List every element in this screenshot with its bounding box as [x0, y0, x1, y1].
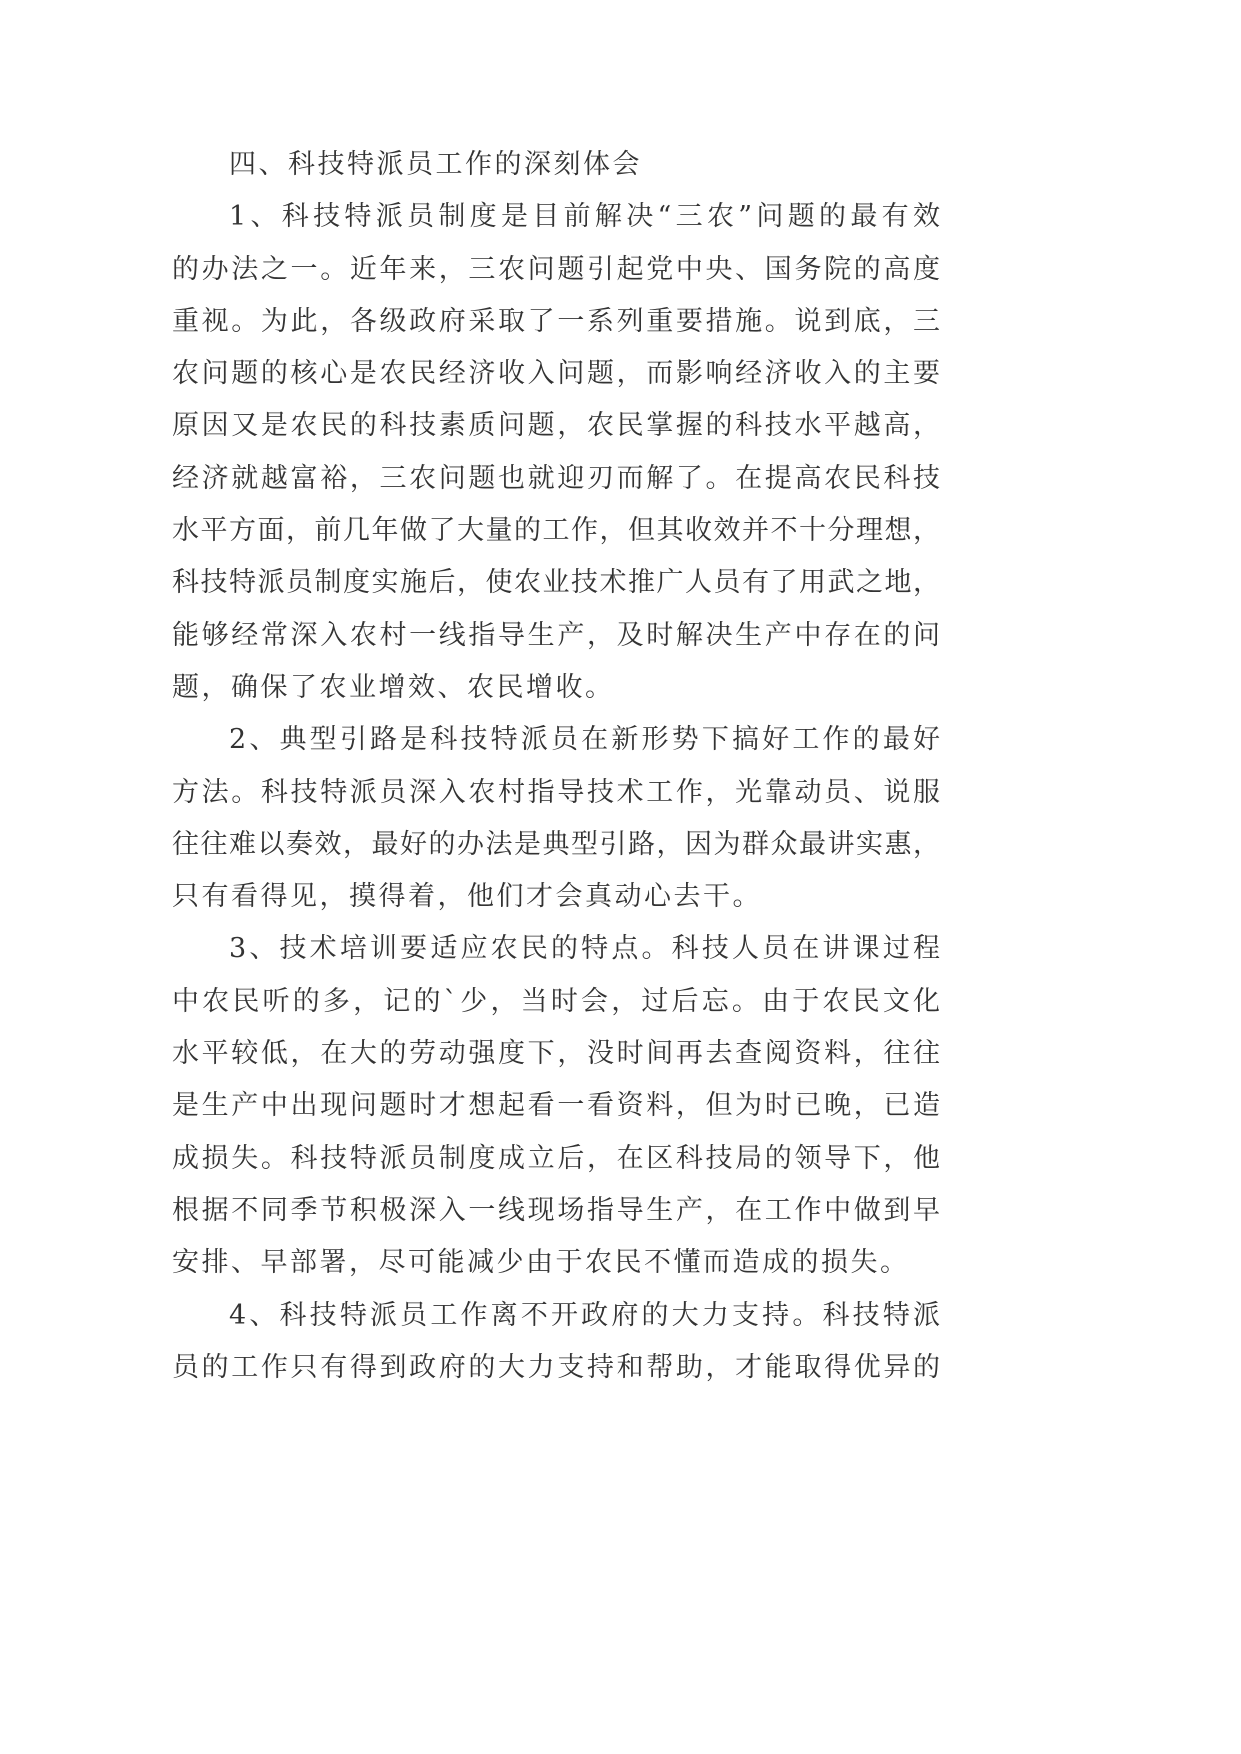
paragraph-line: 水平较低，在大的劳动强度下，没时间再去查阅资料，往往 [172, 1038, 940, 1070]
paragraph-line: 2、典型引路是科技特派员在新形势下搞好工作的最好 [229, 724, 940, 756]
paragraph-line: 根据不同季节积极深入一线现场指导生产，在工作中做到早 [172, 1194, 940, 1226]
paragraph-line: 成损失。科技特派员制度成立后，在区科技局的领导下，他 [172, 1142, 940, 1174]
paragraph-line: 1、科技特派员制度是目前解决“三农”问题的最有效 [229, 201, 940, 233]
section-heading: 四、科技特派员工作的深刻体会 [229, 149, 642, 180]
paragraph-line: 是生产中出现问题时才想起看一看资料，但为时已晚，已造 [172, 1090, 940, 1122]
paragraph-line: 4、科技特派员工作离不开政府的大力支持。科技特派 [229, 1299, 940, 1331]
paragraph-line: 只有看得见，摸得着，他们才会真动心去干。 [172, 881, 762, 913]
paragraph-line: 能够经常深入农村一线指导生产，及时解决生产中存在的问 [172, 619, 940, 651]
paragraph-line: 方法。科技特派员深入农村指导技术工作，光靠动员、说服 [172, 776, 940, 808]
paragraph-line: 3、技术培训要适应农民的特点。科技人员在讲课过程 [229, 933, 940, 965]
paragraph-line: 的办法之一。近年来，三农问题引起党中央、国务院的高度 [172, 253, 940, 285]
document-body [172, 139, 940, 1394]
paragraph-line: 科技特派员制度实施后，使农业技术推广人员有了用武之地， [172, 567, 940, 599]
paragraph-line: 经济就越富裕，三农问题也就迎刃而解了。在提高农民科技 [172, 462, 940, 494]
paragraph-line: 往往难以奏效，最好的办法是典型引路，因为群众最讲实惠， [172, 828, 940, 860]
paragraph-3 [172, 923, 940, 1289]
paragraph-1 [172, 191, 940, 714]
paragraph-line: 原因又是农民的科技素质问题，农民掌握的科技水平越高， [172, 410, 940, 442]
paragraph-line: 安排、早部署，尽可能减少由于农民不懂而造成的损失。 [172, 1247, 910, 1279]
paragraph-line: 中农民听的多，记的`少，当时会，过后忘。由于农民文化 [172, 985, 940, 1017]
paragraph-2 [172, 714, 940, 923]
paragraph-line: 题，确保了农业增效、农民增收。 [172, 671, 615, 703]
paragraph-line: 重视。为此，各级政府采取了一系列重要措施。说到底，三 [172, 305, 940, 337]
paragraph-line: 水平方面，前几年做了大量的工作，但其收效并不十分理想， [172, 515, 940, 547]
paragraph-line: 农问题的核心是农民经济收入问题，而影响经济收入的主要 [172, 358, 940, 390]
paragraph-4 [172, 1290, 940, 1395]
paragraph-line: 员的工作只有得到政府的大力支持和帮助，才能取得优异的 [172, 1351, 940, 1383]
